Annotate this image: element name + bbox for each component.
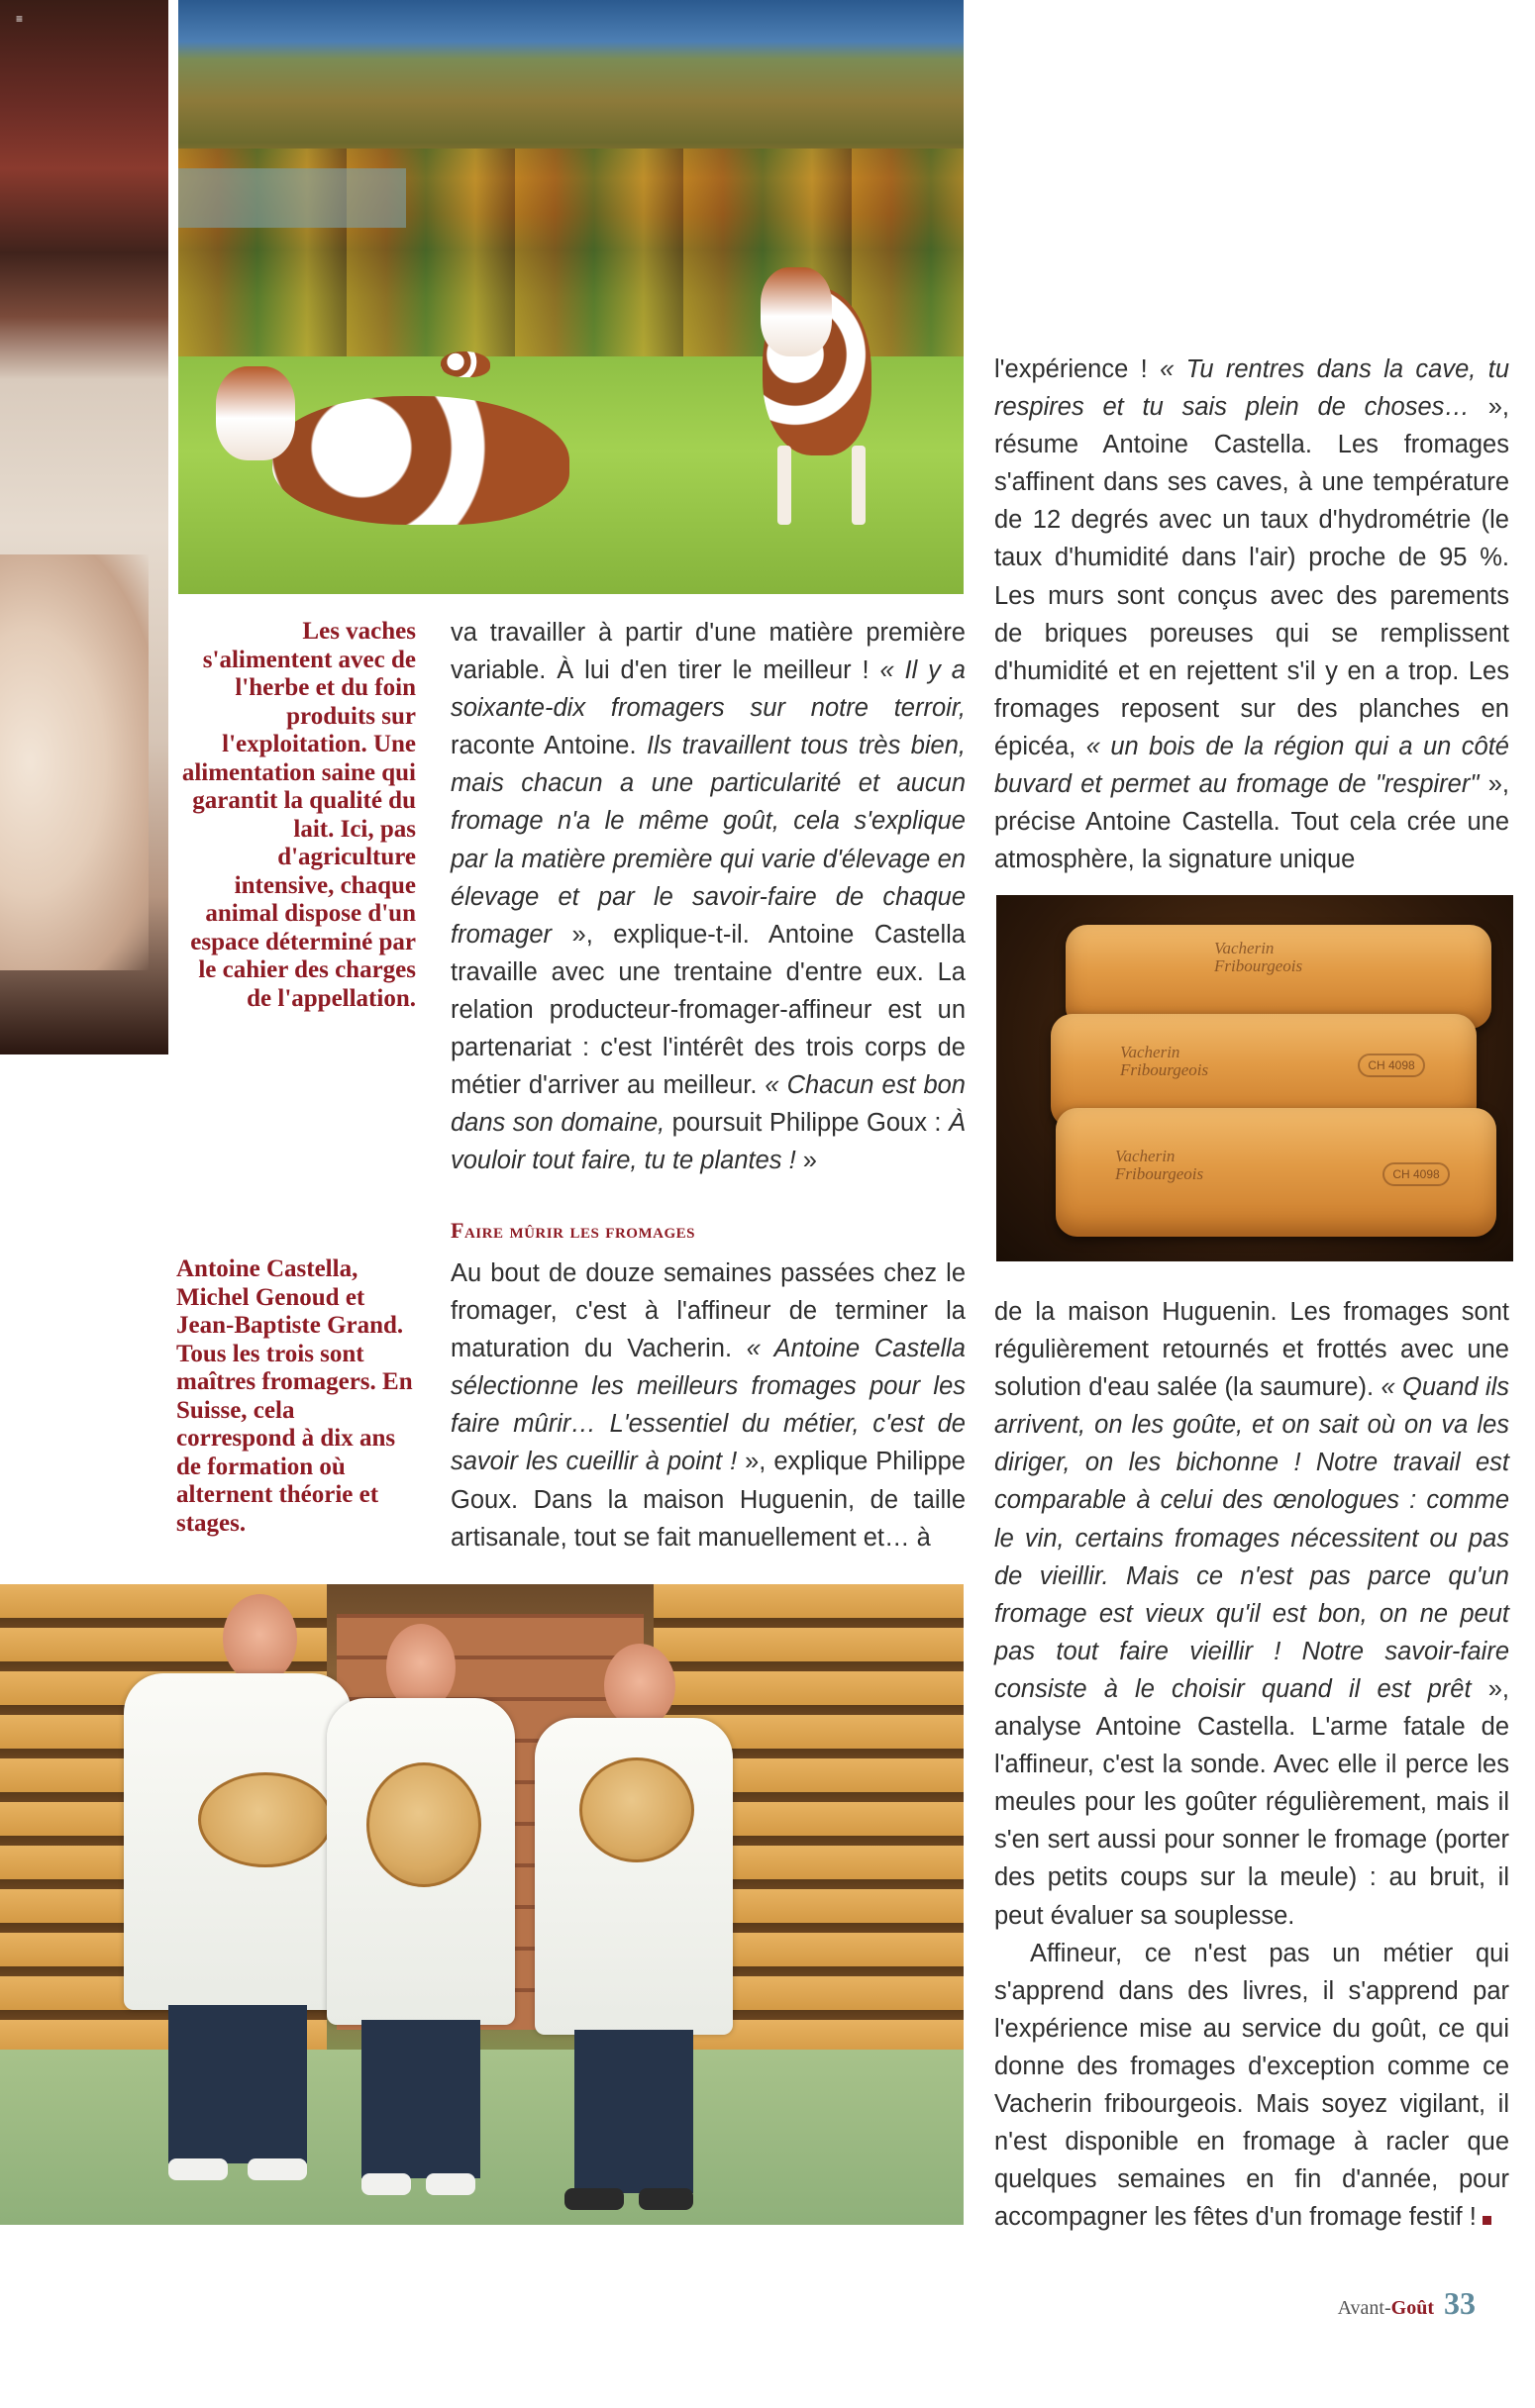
text-run: de la maison Huguenin. Les fromages sont régulièrement retournés et frottés avec une solution d'eau salée (la saumure). [994,1298,1509,1402]
text-run: va travailler à partir d'une matière première variable. À lui d'en tirer le meilleur ! [451,619,966,685]
paragraph [451,1254,966,1556]
cheese-label-middle: Vacherin Fribourgeois [1120,1043,1209,1079]
cow-leg [852,446,866,525]
paragraph [994,351,1509,878]
paragraph [994,1935,1509,2237]
cheese-wheel-bottom [1056,1108,1496,1237]
italic-quote: « Quand ils arrivent, on les goûte, et on sait où on va les diriger, on les bichonne ! Notre travail est comparable à celui des œnologues : comme le vin, certains fromages nécessitent ou pas de vieillir. Mais ce n'est pas parce qu'un fromage est vieux qu'il est bon, on ne peut pas tout faire vieillir ! Notre savoir-faire consiste à le choisir quand il est prêt [994,1373,1510,1703]
shoe [426,2173,475,2195]
italic-quote: Ils travaillent tous très bien, mais chacun a une particularité et aucun fromage n'a le même goût, cela s'explique par la matière première qui varie d'élevage en élevage et par le savoir-faire de chaque fromager [451,732,966,949]
cheese-cellar-photo [0,1584,964,2225]
caption-cows: Les vaches s'alimentent avec de l'herbe et du foin produits sur l'exploitation. Une alimentation saine qui garantit la qualité du lait. Ici, pas d'agriculture intensive, chaque animal dispose d'un espace déterminé par le cahier des charges de l'appellation. [181,618,416,1012]
shoe [639,2188,693,2210]
text-run: », précise Antoine Castella. Tout cela crée une atmosphère, la signature unique [994,770,1509,874]
text-run: l'expérience ! [994,355,1161,383]
paragraph [451,614,966,1179]
cheese-wheel-held [579,1757,694,1862]
section-heading-text: Faire mûrir les fromages [451,1218,695,1243]
face [604,1644,675,1728]
italic-quote: « Tu rentres dans la cave, tu respires et tu sais plein de choses… [994,355,1510,422]
cows-photo [178,0,964,594]
caption-cheesemakers: Antoine Castella, Michel Genoud et Jean-Baptiste Grand. Tous les trois sont maîtres fromagers. En Suisse, cela correspond à dix ans de formation où alternent théorie et stages. [176,1255,413,1537]
magazine-brand [1338,2297,1434,2320]
text-run: Au bout de douze semaines passées chez le fromager, c'est à l'affineur de terminer la maturation du Vacherin. [451,1259,966,1363]
menu-icon[interactable]: ≡ [16,12,24,26]
cheese-code-middle: CH 4098 [1358,1054,1425,1077]
page-number: 33 [1444,2285,1476,2321]
italic-quote: « Antoine Castella sélectionne les meilleurs fromages pour les faire mûrir… L'essentiel du métier, c'est de savoir les cueillir à point ! [451,1335,966,1476]
text-run: Affineur, ce n'est pas un métier qui s'apprend dans des livres, il s'apprend par l'expérience mise au service du goût, ce qui donne des fromages d'exception comme ce Vacherin fribourgeois. Mais soyez vigilant, il n'est disponible en fromage à racler que quelques semaines en fin d'année, pour accompagner les fêtes d'un fromage festif ! [994,1939,1509,2232]
text-run: », explique Philippe Goux. Dans la maison Huguenin, de taille artisanale, tout se fait manuellement et… à [451,1448,966,1552]
text-run: » [802,1147,817,1175]
hand-detail [0,554,149,970]
article-column-right-top [994,351,1509,878]
text-run: poursuit Philippe Goux : [671,1109,949,1138]
text-run: raconte Antoine. [451,732,647,760]
section-heading [451,1218,966,1244]
cheese-wheels-photo [996,895,1513,1261]
shoe [168,2158,228,2180]
italic-quote: « un bois de la région qui a un côté buvard et permet au fromage de "respirer" [994,732,1509,799]
text-run: », explique-t-il. Antoine Castella travaille avec une trentaine d'entre eux. La relation producteur-fromager-affineur est un partenariat : c'est l'intérêt des trois corps de métier d'arriver au meilleur. [451,920,966,1100]
face [223,1594,297,1683]
brand-part-a: Avant- [1337,2297,1391,2319]
cheese-wheel-held [198,1772,333,1867]
jeans [168,2005,307,2163]
jeans [361,2020,480,2178]
italic-quote: « Il y a soixante-dix fromagers sur notre terroir, [451,656,966,723]
cheese-wheel-held [366,1762,481,1887]
italic-quote: « Chacun est bon dans son domaine, [451,1071,966,1138]
italic-quote: À vouloir tout faire, tu te plantes ! [451,1109,966,1175]
page-footer [1338,2285,1476,2322]
edge-photo [0,0,168,1054]
cheese-label-bottom: Vacherin Fribourgeois [1115,1147,1204,1183]
text-run: », résume Antoine Castella. Les fromages s'affinent dans ses caves, à une température de 12 degrés avec un taux d'hydrométrie (le taux d'humidité dans l'air) proche de 95 %. Les murs sont conçus avec des parements de briques poreuses qui se remplissent d'humidité et en rejettent s'il y en a trop. Les fromages reposent sur des planches en épicéa, [994,393,1509,760]
article-column-middle-bottom [451,1254,966,1556]
shoe [361,2173,411,2195]
jeans [574,2030,693,2193]
paragraph [994,1293,1509,1935]
cellar-floor [0,2050,964,2225]
lake [178,168,406,228]
end-of-article-mark [1483,2216,1491,2225]
cow-lying-head [216,366,295,460]
brand-part-b: Goût [1390,2297,1434,2319]
cheese-label-top: Vacherin Fribourgeois [1214,939,1303,975]
article-column-right-bottom [994,1293,1509,2236]
shoe [248,2158,307,2180]
text-run: », analyse Antoine Castella. L'arme fatale de l'affineur, c'est la sonde. Avec elle il perce les meules pour les goûter régulièrement, mais il s'en sert aussi pour sonner le fromage (porter des petits coups sur la meule) : au bruit, il peut évaluer sa souplesse. [994,1674,1509,1930]
cow-distant [441,351,490,377]
cow-leg [777,446,791,525]
cheese-code-bottom: CH 4098 [1382,1162,1450,1186]
shoe [564,2188,624,2210]
cow-lying [272,396,569,525]
cow-standing-head [761,267,832,356]
article-column-middle-top [451,614,966,1179]
